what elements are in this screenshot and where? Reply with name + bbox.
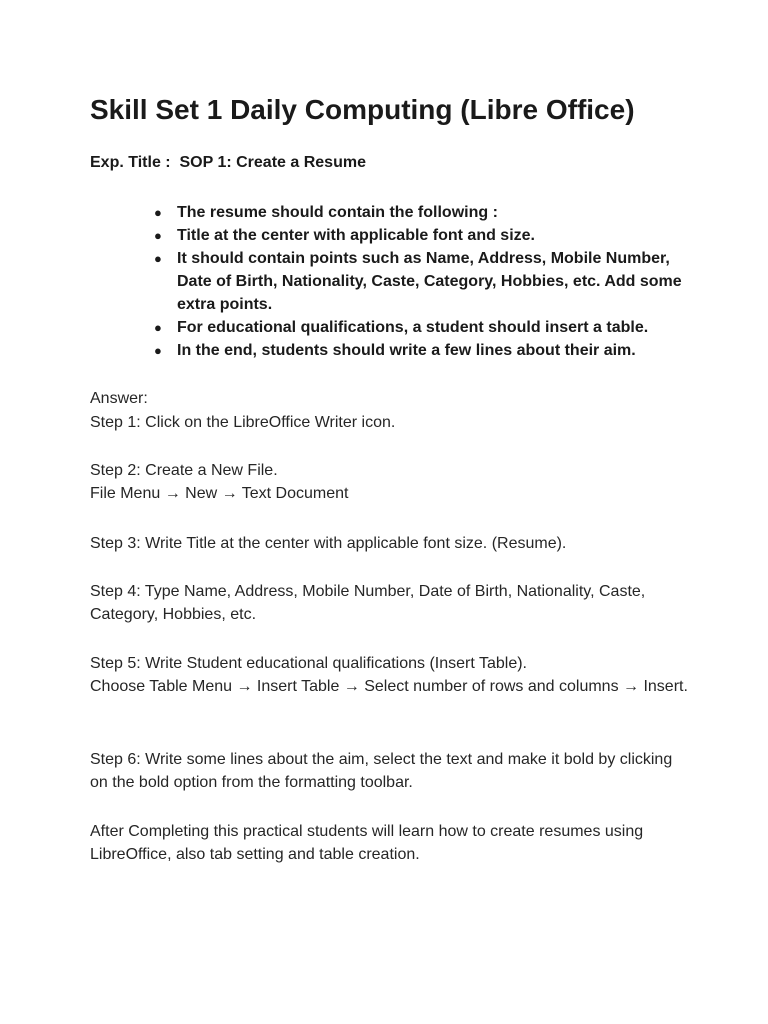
requirement-text: For educational qualifications, a student should insert a table. [177, 319, 649, 336]
list-item [154, 247, 684, 316]
bullet-icon: ● [154, 343, 162, 358]
step-2-detail: File Menu → New → Text Document [90, 485, 349, 502]
requirement-text: In the end, students should write a few lines about their aim. [177, 342, 636, 359]
step-3: Step 3: Write Title at the center with applicable font size. (Resume). [90, 535, 567, 552]
step-5: Step 5: Write Student educational qualifications (Insert Table). [90, 655, 527, 672]
step-5-detail: Choose Table Menu → Insert Table → Select number of rows and columns → Insert. [90, 678, 688, 695]
bullet-icon: ● [154, 251, 162, 266]
list-item [154, 339, 684, 362]
bullet-icon: ● [154, 205, 162, 220]
experiment-title: Exp. Title : SOP 1: Create a Resume [90, 154, 366, 171]
requirement-text: Title at the center with applicable font and size. [177, 227, 535, 244]
requirement-text: The resume should contain the following : [177, 204, 498, 221]
step-4: Step 4: Type Name, Address, Mobile Number, Date of Birth, Nationality, Caste, Category, Hobbies, etc. [90, 583, 646, 623]
answer-label: Answer: [90, 390, 148, 407]
list-item [154, 316, 684, 339]
bullet-icon: ● [154, 228, 162, 243]
step-6: Step 6: Write some lines about the aim, select the text and make it bold by clicking on the bold option from the formatting toolbar. [90, 751, 673, 791]
conclusion: After Completing this practical students will learn how to create resumes using LibreOffice, also tab setting and table creation. [90, 823, 644, 863]
step-2: Step 2: Create a New File. [90, 462, 278, 479]
list-item [154, 224, 684, 247]
requirement-text: It should contain points such as Name, Address, Mobile Number, Date of Birth, Nationality, Caste, Category, Hobbies, etc. Add some extra points. [177, 250, 682, 313]
document-title: Skill Set 1 Daily Computing (Libre Office) [90, 94, 635, 125]
step-1: Step 1: Click on the LibreOffice Writer icon. [90, 414, 396, 431]
bullet-icon: ● [154, 320, 162, 335]
list-item [154, 201, 684, 224]
requirements-list [154, 201, 684, 362]
